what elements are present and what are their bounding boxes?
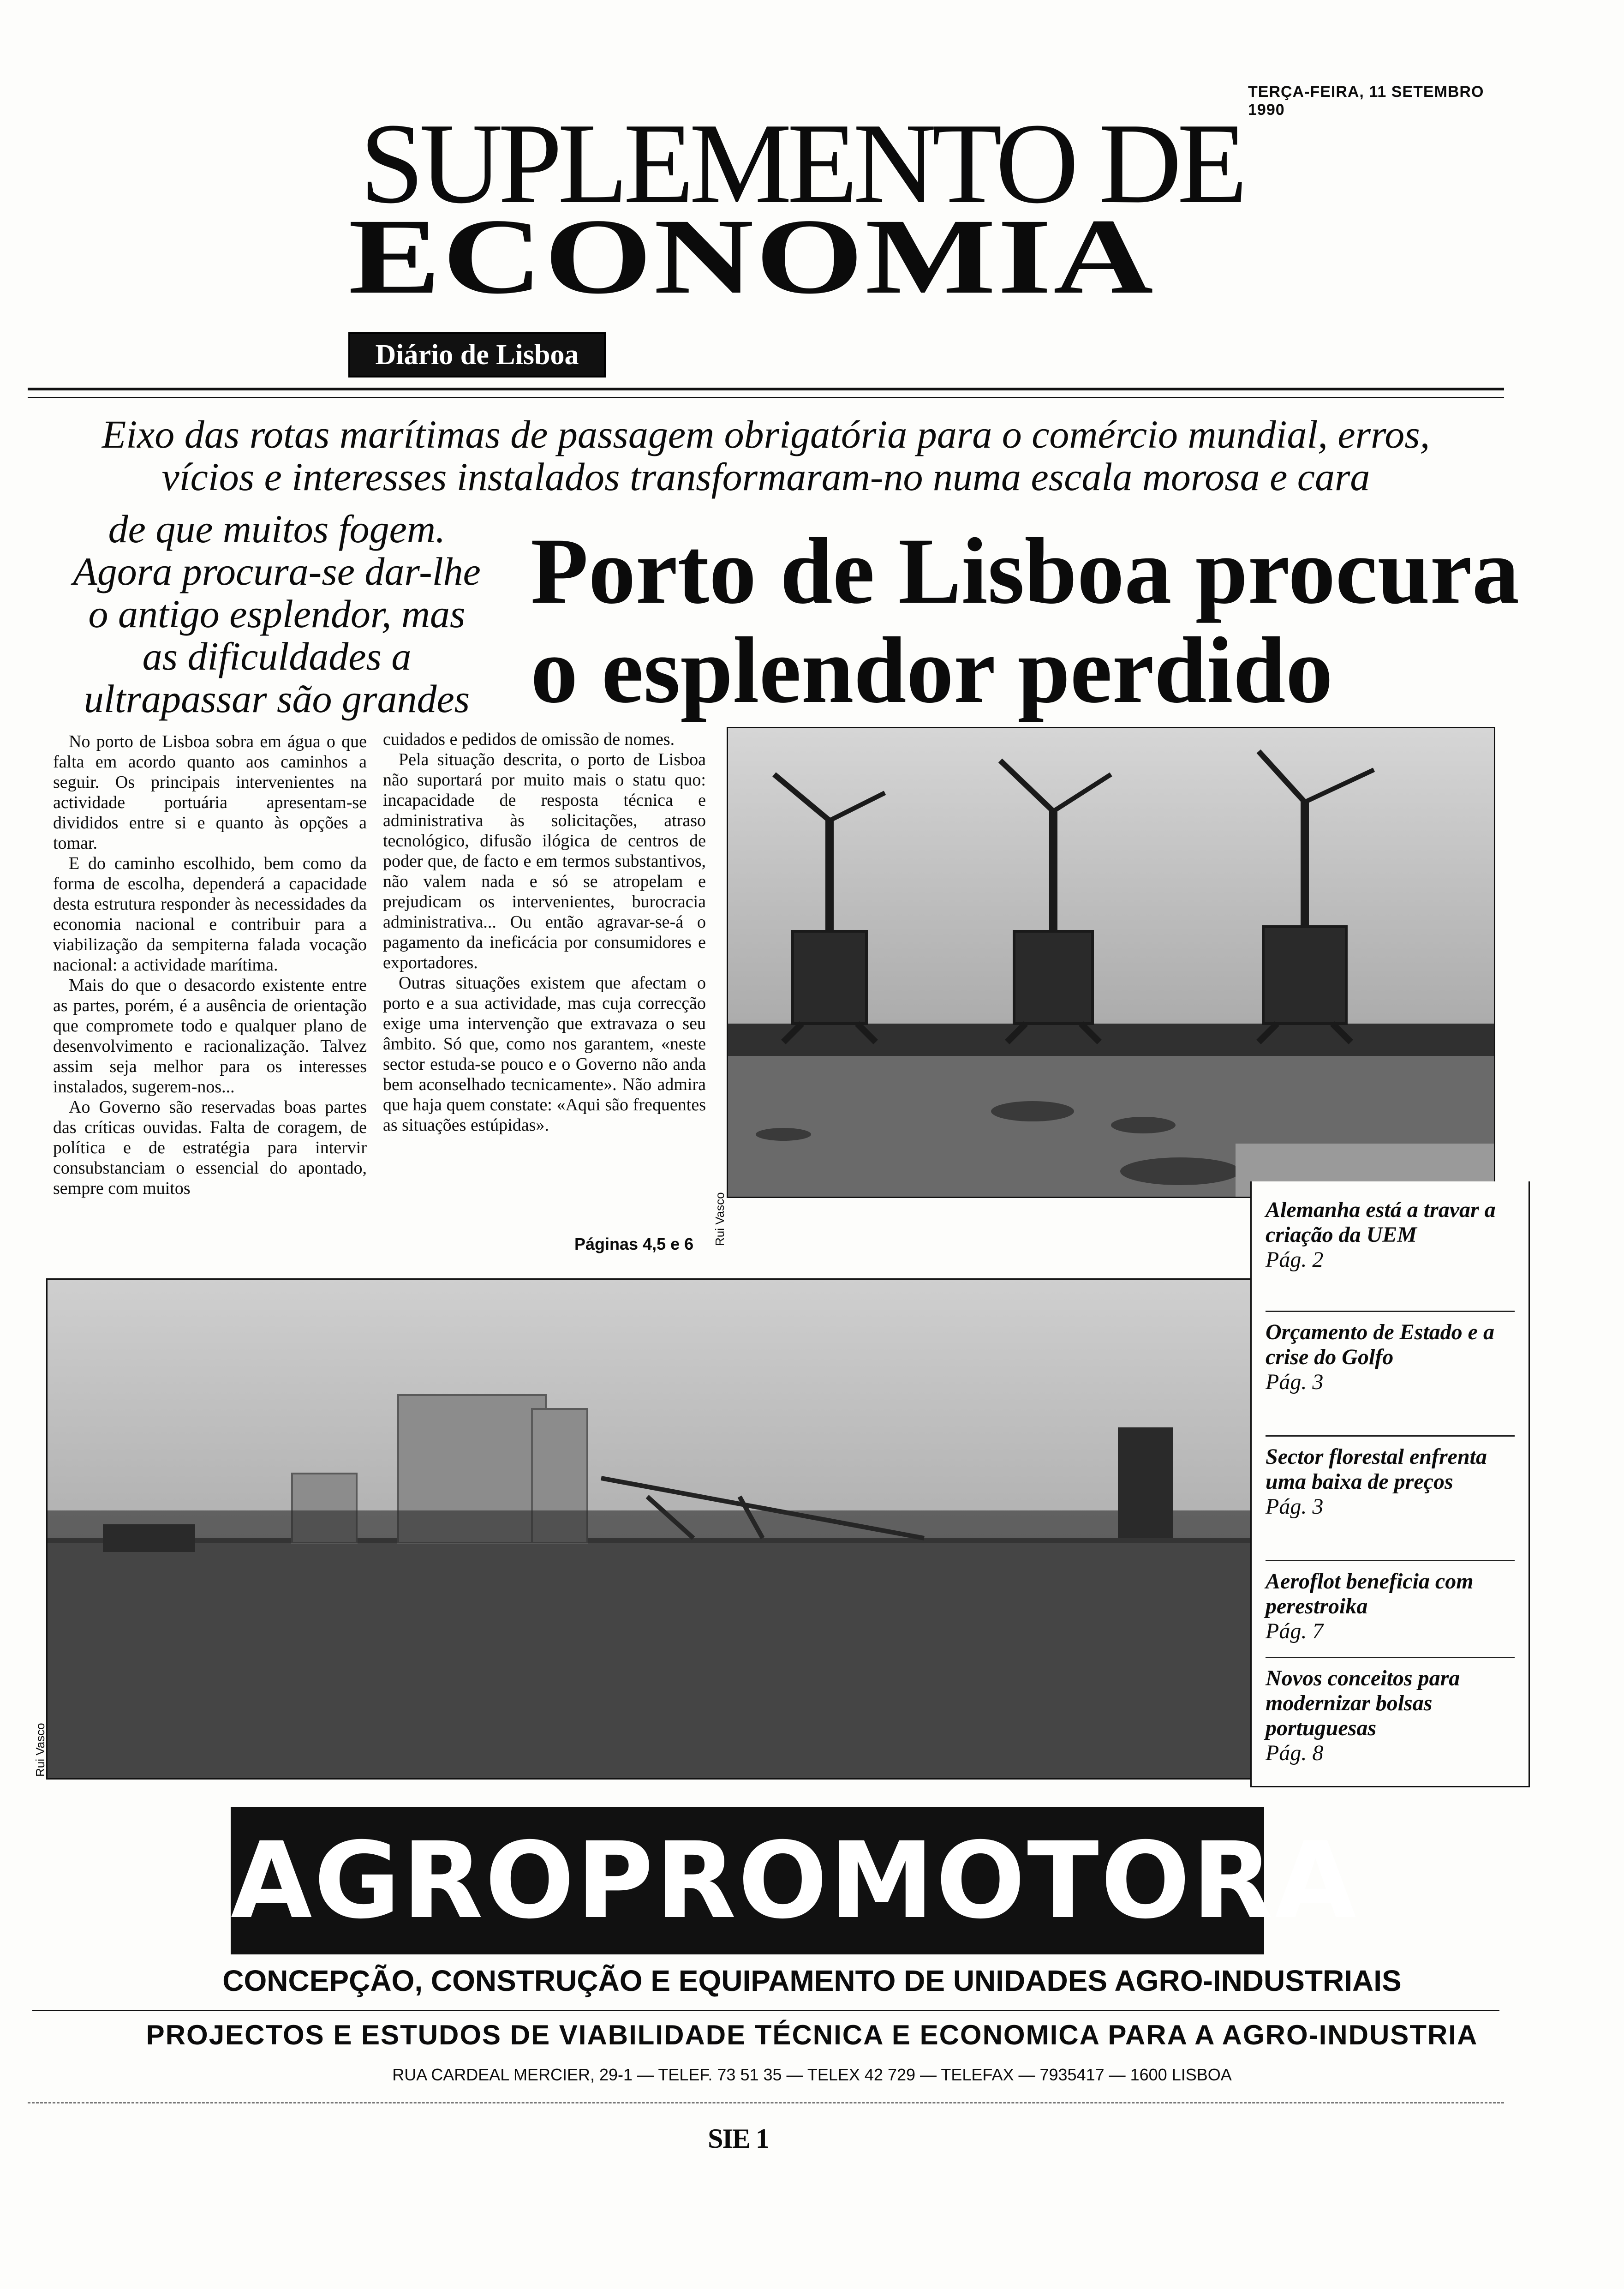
article-paragraph: Outras situações existem que afectam o porto e a sua actividade, mas cuja correcção exige uma intervenção que extravaza o seu âmbito. Só que, como nos garantem, «neste sector estuda-se pouco e o Governo não anda bem aconselhado tecnicamente». Não admira que haja quem constate: «Aqui são frequentes as situações estúpidas». (383, 973, 706, 1135)
sidebar-item-title: Novos conceitos para modernizar bolsas portuguesas (1266, 1666, 1460, 1740)
port-cranes-photo (727, 727, 1495, 1198)
sidebar-item-title: Sector florestal enfrenta uma baixa de preços (1266, 1444, 1487, 1494)
lede-side (37, 508, 517, 720)
advert-rule (32, 2010, 1499, 2011)
contents-sidebar (1250, 1181, 1530, 1787)
lede-line: Eixo das rotas marítimas de passagem obrigatória para o comércio mundial, erros, (102, 412, 1430, 456)
advert-brand: AGROPROMOTORA (231, 1807, 1264, 1954)
advert-address: RUA CARDEAL MERCIER, 29-1 — TELEF. 73 51 35 — TELEX 42 729 — TELEFAX — 7935417 — 1600 LISBOA (392, 2065, 1232, 2084)
article-column-2 (383, 729, 706, 1135)
port-cranes-illustration (728, 728, 1494, 1197)
article-paragraph: No porto de Lisboa sobra em água o que falta em acordo quanto aos caminhos a seguir. Os principais intervenientes na actividade portuária apresentam-se divididos entre si e quanto às opções a tomar. (53, 732, 367, 853)
sidebar-divider (1266, 1311, 1515, 1312)
sidebar-item[interactable] (1266, 1320, 1515, 1395)
sidebar-item-title: Alemanha está a travar a criação da UEM (1266, 1198, 1496, 1247)
bottom-dashed-rule (28, 2102, 1504, 2103)
sidebar-item-page: Pág. 3 (1266, 1370, 1324, 1394)
page-folio: SIE 1 (708, 2123, 769, 2154)
article-paragraph: cuidados e pedidos de omissão de nomes. (383, 730, 675, 749)
lede-top (28, 413, 1504, 498)
article-column-1 (53, 731, 367, 1198)
sidebar-item[interactable] (1266, 1444, 1515, 1519)
lede-line: de que muitos fogem. (108, 507, 446, 551)
grain-terminal-illustration (48, 1280, 1252, 1778)
publication-name: Diário de Lisboa (348, 332, 606, 378)
masthead-title-line2: ECONOMIA (348, 196, 1155, 316)
sidebar-item[interactable] (1266, 1666, 1515, 1766)
issue-date: TERÇA-FEIRA, 11 SETEMBRO 1990 (1248, 83, 1484, 119)
sidebar-item-page: Pág. 7 (1266, 1619, 1324, 1643)
lede-line: as dificuldades a (142, 634, 412, 678)
headline-line: Porto de Lisboa procura (531, 519, 1519, 623)
top-rule-thick (28, 388, 1504, 390)
sidebar-divider (1266, 1560, 1515, 1561)
article-paragraph: E do caminho escolhido, bem como da forma de escolha, dependerá a capacidade desta estrutura responder às necessidades da economia nacional e contribuir para a viabilização da sempiterna falada vocação nacional: a actividade marítima. (53, 854, 367, 975)
sidebar-divider (1266, 1657, 1515, 1658)
sidebar-divider (1266, 1435, 1515, 1437)
lede-line: o antigo esplendor, mas (88, 592, 466, 636)
lede-line: Agora procura-se dar-lhe (73, 549, 481, 593)
advert-tagline-2: PROJECTOS E ESTUDOS DE VIABILIDADE TÉCNICA E ECONOMICA PARA A AGRO-INDUSTRIA (146, 2019, 1478, 2050)
sidebar-item-title: Orçamento de Estado e a crise do Golfo (1266, 1320, 1494, 1369)
lede-line: vícios e interesses instalados transformaram-no numa escala morosa e cara (161, 455, 1370, 499)
photo-credit: Rui Vasco (33, 1723, 47, 1777)
article-paragraph: Mais do que o desacordo existente entre as partes, porém, é a ausência de orientação que compromete todo e qualquer plano de desenvolvimento e racionalização. Talvez assim seja melhor para os interesses instalados, sugerem-nos... (53, 976, 367, 1097)
sidebar-item-page: Pág. 8 (1266, 1741, 1324, 1765)
sidebar-item-page: Pág. 3 (1266, 1494, 1324, 1519)
lede-line: ultrapassar são grandes (84, 677, 470, 721)
headline-line: o esplendor perdido (531, 618, 1333, 723)
lead-headline (531, 519, 1522, 723)
grain-terminal-photo (46, 1278, 1253, 1780)
top-rule-thin (28, 397, 1504, 398)
article-paragraph: Pela situação descrita, o porto de Lisboa não suportará por muito mais o statu quo: incapacidade de resposta técnica e administrativa às solicitações, atraso tecnológico, difusão ilógica de centros de poder que, de facto e em termos substantivos, não valem nada e só se atropelam e prejudicam os intervenientes, burocracia administrativa... Ou então agravar-se-á o pagamento da ineficácia por consumidores e exportadores. (383, 750, 706, 972)
photo-credit: Rui Vasco (713, 1192, 727, 1246)
sidebar-item[interactable] (1266, 1198, 1515, 1272)
sidebar-item-title: Aeroflot beneficia com perestroika (1266, 1569, 1474, 1618)
masthead-title-line1: SUPLEMENTO DE (360, 100, 1243, 228)
advert-tagline-1: CONCEPÇÃO, CONSTRUÇÃO E EQUIPAMENTO DE UNIDADES AGRO-INDUSTRIAIS (222, 1964, 1402, 1997)
sidebar-item[interactable] (1266, 1569, 1515, 1644)
sidebar-item-page: Pág. 2 (1266, 1247, 1324, 1272)
article-paragraph: Ao Governo são reservadas boas partes das críticas ouvidas. Falta de coragem, de política e de estratégia para intervir consubstanciam o essencial do apontado, sempre com muitos (53, 1097, 367, 1198)
continued-pages-ref: Páginas 4,5 e 6 (574, 1234, 694, 1253)
